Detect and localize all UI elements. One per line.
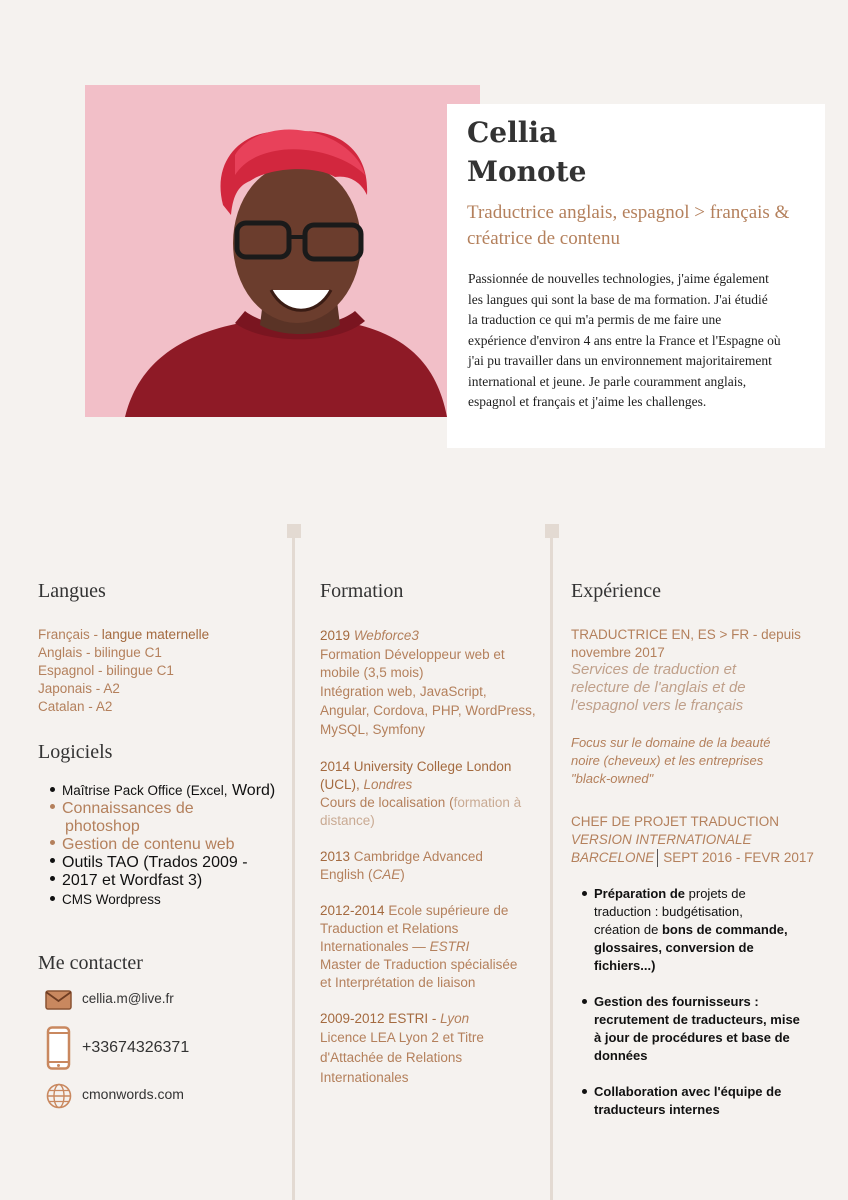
profile-photo bbox=[85, 85, 480, 417]
edu-city: Lyon bbox=[440, 1011, 470, 1026]
task-text: Préparation de bbox=[594, 886, 686, 901]
headline-line-2: créatrice de contenu bbox=[467, 228, 620, 249]
language-name: Japonais bbox=[38, 681, 93, 696]
bio-line: la traduction ce qui m'a permis de me faire une bbox=[468, 312, 722, 327]
education-line bbox=[320, 775, 412, 794]
bio-line: international et jeune. Je parle couramment anglais, bbox=[468, 374, 747, 389]
bullet-dot bbox=[50, 896, 55, 901]
column-divider bbox=[292, 530, 295, 1200]
edu-year: 2009-2012 ESTRI - bbox=[320, 1011, 441, 1026]
job-city: BARCELONE bbox=[571, 850, 655, 865]
language-level: langue maternelle bbox=[101, 627, 210, 642]
language-sep: - bbox=[89, 627, 102, 642]
job-description-line: Services de traduction et bbox=[571, 661, 737, 678]
contact-phone[interactable]: +33674326371 bbox=[82, 1039, 190, 1056]
language-name: Anglais bbox=[38, 645, 83, 660]
language-level: bilingue C1 bbox=[94, 645, 162, 660]
education-line: Angular, Cordova, PHP, WordPress, bbox=[320, 703, 536, 718]
job-focus-line: Focus sur le domaine de la beauté bbox=[571, 735, 771, 750]
edu-year: 2012-2014 bbox=[320, 903, 385, 918]
edu-text: Cambridge Advanced bbox=[350, 849, 483, 864]
language-name: Français bbox=[38, 627, 90, 642]
bio-line: Passionnée de nouvelles technologies, j'aime également bbox=[468, 271, 769, 286]
language-sep: - bbox=[92, 681, 104, 696]
header-card bbox=[447, 104, 825, 448]
section-title-formation: Formation bbox=[320, 580, 404, 602]
education-line: Formation Développeur web et bbox=[320, 647, 505, 662]
bullet-dot bbox=[50, 804, 55, 809]
language-level: A2 bbox=[103, 681, 120, 696]
task-line: à jour de procédures et base de bbox=[594, 1030, 790, 1045]
education-line: d'Attachée de Relations bbox=[320, 1050, 463, 1065]
edu-text: (UCL), bbox=[320, 777, 364, 792]
edu-year: 2019 bbox=[320, 628, 351, 643]
bio-line: j'ai pu travailler dans un environnement majoritairement bbox=[468, 353, 772, 368]
edu-text: Cours de localisation ( bbox=[320, 795, 454, 810]
edu-city: Londres bbox=[363, 777, 413, 792]
job-title-line bbox=[571, 849, 814, 867]
edu-text: English ( bbox=[320, 867, 373, 882]
job-title-line: TRADUCTRICE EN, ES > FR - depuis bbox=[571, 627, 801, 642]
language-sep: - bbox=[84, 699, 96, 714]
software-text: Gestion de contenu web bbox=[62, 836, 235, 853]
bio-line: les langues qui sont la base de ma formation. J'ai étudié bbox=[468, 292, 768, 307]
task-text: création de bbox=[594, 922, 662, 937]
task-line: Collaboration avec l'équipe de bbox=[594, 1084, 782, 1099]
job-focus-line: noire (cheveux) et les entreprises bbox=[571, 753, 764, 768]
education-line: Licence LEA Lyon 2 et Titre bbox=[320, 1030, 484, 1045]
task-line bbox=[594, 921, 788, 939]
education-line: et Interprétation de liaison bbox=[320, 975, 476, 990]
language-level: A2 bbox=[95, 699, 113, 714]
task-line bbox=[594, 885, 746, 903]
language-item bbox=[38, 680, 120, 698]
language-item bbox=[38, 644, 162, 662]
bio-line: expérience d'environ 4 ans entre la France et l'Espagne où bbox=[468, 333, 781, 348]
edu-text: Ecole supérieure de bbox=[384, 903, 509, 918]
language-name: Espagnol bbox=[38, 663, 95, 678]
task-line: fichiers...) bbox=[594, 958, 656, 973]
phone-icon bbox=[46, 1026, 71, 1070]
education-line bbox=[320, 937, 469, 956]
task-line: traducteurs internes bbox=[594, 1102, 720, 1117]
software-item bbox=[50, 854, 248, 872]
software-text: Maîtrise Pack Office (Excel, bbox=[62, 783, 228, 798]
headline-line-1: Traductrice anglais, espagnol > français & bbox=[467, 202, 790, 223]
bullet-dot bbox=[50, 787, 55, 792]
education-line: Traduction et Relations bbox=[320, 921, 459, 936]
job-title-text: VERSION INTERNATIONALE bbox=[571, 832, 752, 847]
edu-school: Webforce3 bbox=[353, 628, 419, 643]
job-title-line bbox=[571, 831, 752, 849]
software-text: 2017 et Wordfast 3) bbox=[62, 872, 203, 889]
edu-text: ESTRI bbox=[429, 939, 470, 954]
section-title-contact: Me contacter bbox=[38, 952, 143, 974]
language-item bbox=[38, 626, 209, 644]
bullet-dot bbox=[50, 876, 55, 881]
bullet-dot bbox=[582, 1089, 587, 1094]
job-title-line: CHEF DE PROJET TRADUCTION bbox=[571, 814, 780, 829]
bio-line: espagnol et français et j'aime les challenges. bbox=[468, 394, 707, 409]
education-line bbox=[320, 626, 419, 645]
separator-bar bbox=[657, 849, 658, 867]
software-item bbox=[65, 818, 140, 836]
software-item bbox=[50, 782, 275, 800]
job-description-line: relecture de l'anglais et de bbox=[571, 679, 746, 696]
software-item bbox=[50, 872, 202, 890]
globe-icon bbox=[46, 1083, 72, 1109]
first-name: Cellia bbox=[467, 116, 558, 149]
education-line: Internationales bbox=[320, 1070, 409, 1085]
education-line: Intégration web, JavaScript, bbox=[320, 684, 487, 699]
education-line: distance) bbox=[320, 813, 375, 828]
education-line: 2014 University College London bbox=[320, 759, 512, 774]
language-item bbox=[38, 698, 112, 716]
bullet-dot bbox=[582, 891, 587, 896]
language-sep: - bbox=[82, 645, 95, 660]
education-line bbox=[320, 1009, 469, 1028]
task-text: projets de bbox=[685, 886, 746, 901]
education-line bbox=[320, 901, 508, 920]
contact-email[interactable]: cellia.m@live.fr bbox=[82, 991, 174, 1006]
column-divider bbox=[550, 530, 553, 1200]
contact-website[interactable]: cmonwords.com bbox=[82, 1086, 184, 1102]
software-text: photoshop bbox=[65, 818, 140, 835]
education-line: Master de Traduction spécialisée bbox=[320, 957, 518, 972]
education-line: MySQL, Symfony bbox=[320, 722, 426, 737]
software-item bbox=[50, 836, 235, 854]
language-name: Catalan bbox=[38, 699, 85, 714]
task-line: Gestion des fournisseurs : bbox=[594, 994, 759, 1009]
job-description-line: l'espagnol vers le français bbox=[571, 697, 744, 714]
mail-icon bbox=[45, 990, 72, 1010]
task-line: glossaires, conversion de bbox=[594, 940, 754, 955]
edu-text: CAE bbox=[372, 867, 401, 882]
bullet-dot bbox=[582, 999, 587, 1004]
edu-text: formation à bbox=[453, 795, 522, 810]
education-line bbox=[320, 847, 483, 866]
task-line: recrutement de traducteurs, mise bbox=[594, 1012, 800, 1027]
section-title-langues: Langues bbox=[38, 580, 106, 602]
section-title-experience: Expérience bbox=[571, 580, 661, 602]
education-line: mobile (3,5 mois) bbox=[320, 665, 424, 680]
edu-year: 2013 bbox=[320, 849, 351, 864]
software-text: Connaissances de bbox=[62, 800, 194, 817]
bullet-dot bbox=[50, 858, 55, 863]
task-text: bons de commande, bbox=[661, 922, 788, 937]
language-sep: - bbox=[94, 663, 107, 678]
edu-text: Internationales — bbox=[320, 939, 430, 954]
bullet-dot bbox=[50, 840, 55, 845]
language-level: bilingue C1 bbox=[106, 663, 174, 678]
software-text: Word) bbox=[227, 782, 276, 799]
software-text: Outils TAO (Trados 2009 - bbox=[62, 854, 248, 871]
education-line bbox=[320, 793, 521, 812]
task-line: données bbox=[594, 1048, 648, 1063]
job-focus-line: "black-owned" bbox=[571, 771, 654, 786]
education-line bbox=[320, 865, 405, 884]
software-text: CMS Wordpress bbox=[62, 892, 161, 907]
software-item bbox=[50, 892, 161, 907]
job-dates: SEPT 2016 - FEVR 2017 bbox=[663, 850, 814, 865]
language-item bbox=[38, 662, 174, 680]
job-title-line: novembre 2017 bbox=[571, 645, 665, 660]
section-title-logiciels: Logiciels bbox=[38, 741, 113, 763]
last-name: Monote bbox=[467, 155, 587, 188]
task-line: traduction : budgétisation, bbox=[594, 904, 743, 919]
software-item bbox=[50, 800, 194, 818]
edu-text: ) bbox=[400, 867, 405, 882]
